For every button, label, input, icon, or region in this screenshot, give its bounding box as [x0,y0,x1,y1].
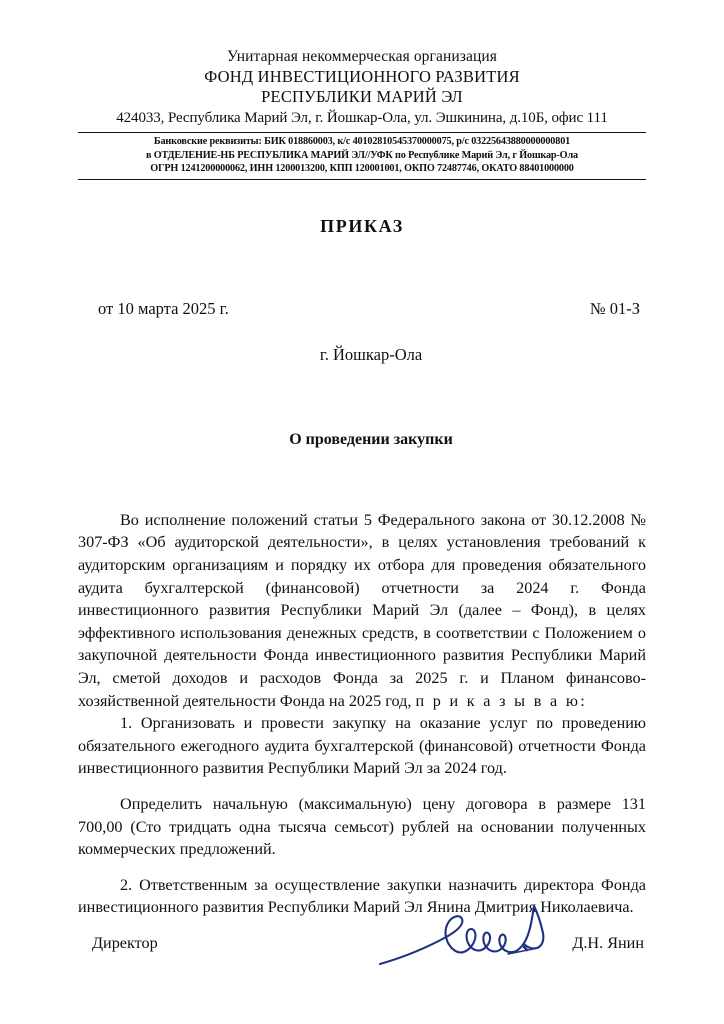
organization-name-line-2: РЕСПУБЛИКИ МАРИЙ ЭЛ [261,87,463,107]
signer-position: Директор [92,934,158,952]
order-command-word: п р и к а з ы в а ю: [415,691,588,710]
requisites-line-1: Банковские реквизиты: БИК 018860003, к/с 40102810545370000075, р/с 03225643880000000801 [153,136,571,148]
document-number: № 01-З [589,298,640,318]
body-paragraph-preamble [78,509,646,712]
body-paragraph-item-1: 1. Организовать и провести закупку на оказание услуг по проведению обязательного ежегодного аудита бухгалтерской (финансовой) отчетности Фонда инвестиционного развития Республики Марий Эл за 2024 год. [78,714,646,778]
body-paragraph-price: Определить начальную (максимальную) цену договора в размере 131 700,00 (Сто тридцать одна тысяча семьсот) рублей на основании полученных коммерческих предложений. [78,794,646,859]
bank-requisites-block [78,132,646,179]
organization-type: Унитарная некоммерческая организация [227,48,497,65]
handwritten-signature-icon [378,898,588,976]
requisites-line-3: ОГРН 1241200000062, ИНН 1200013200, КПП 120001001, ОКПО 72487746, ОКАТО 88401000000 [150,163,574,175]
document-date-number-row [78,299,646,319]
signature-block [78,912,646,982]
requisites-line-2: в ОТДЕЛЕНИЕ-НБ РЕСПУБЛИКА МАРИЙ ЭЛ//УФК по Республике Марий Эл, г Йошкар-Ола [146,149,578,161]
organization-header [78,48,646,127]
document-subject: О проведении закупки [289,430,453,448]
signer-name: Д.Н. Янин [572,934,644,952]
document-body [78,509,646,919]
document-date: от 10 марта 2025 г. [98,298,229,318]
organization-name-line-1: ФОНД ИНВЕСТИЦИОННОГО РАЗВИТИЯ [204,66,520,86]
organization-address: 424033, Республика Марий Эл, г. Йошкар-Ола, ул. Эшкинина, д.10Б, офис 111 [116,110,608,127]
preamble-text: Во исполнение положений статьи 5 Федерального закона от 30.12.2008 № 307-ФЗ «Об аудиторской деятельности», в целях установления требований к аудиторским организациям и порядку их отбора для проведения обязательного аудита бухгалтерской (финансовой) отчетности за 2024 г. Фонда инвестиционного развития Республики Марий Эл (далее – Фонд), в целях эффективного использования денежных средств, в соответствии с Положением о закупочной деятельности Фонда инвестиционного развития Республики Марий Эл, сметой доходов и расходов Фонда за 2025 г. и Планом финансово-хозяйственной деятельности Фонда на 2025 год, [78,510,646,710]
document-city: г. Йошкар-Ола [319,344,423,364]
body-paragraph-item-2: 2. Ответственным за осуществление закупки назначить директора Фонда инвестиционного развития Республики Марий Эл Янина Дмитрия Николаевича. [78,875,646,917]
document-type-title: ПРИКАЗ [320,215,404,236]
